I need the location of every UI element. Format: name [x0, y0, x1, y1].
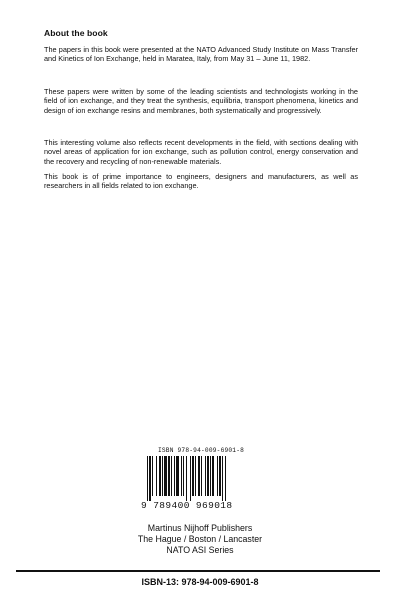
- barcode-bar: [171, 456, 172, 496]
- barcode-bar: [225, 456, 226, 501]
- barcode-bar: [176, 456, 179, 496]
- publisher-series: NATO ASI Series: [166, 545, 234, 555]
- barcode-digits: 9 789400 969018: [141, 500, 233, 511]
- barcode-bar: [147, 456, 148, 501]
- barcode-bar: [207, 456, 209, 496]
- barcode-bar: [174, 456, 175, 496]
- barcode: [141, 447, 261, 517]
- barcode-bar: [168, 456, 170, 496]
- barcode-bar: [164, 456, 167, 496]
- barcode-bar: [217, 456, 218, 496]
- barcode-bar: [222, 456, 223, 501]
- about-paragraph-1: The papers in this book were presented at the NATO Advanced Study Institute on Mass Transfer and Kinetics of Ion Exchange, held in Maratea, Italy, from May 31 – June 11, 1982.: [44, 45, 358, 64]
- about-paragraph-3: This interesting volume also reflects recent developments in the field, with sections dealing with novel areas of application for ion exchange, such as pollution control, energy conservation and the recovery and recycling of non-renewable materials.: [44, 138, 358, 166]
- barcode-bar: [210, 456, 211, 496]
- publisher-cities: The Hague / Boston / Lancaster: [137, 534, 263, 544]
- barcode-bar: [162, 456, 163, 496]
- about-paragraph-4: This book is of prime importance to engineers, designers and manufacturers, as well as researchers in all fields related to ion exchange.: [44, 172, 358, 191]
- barcode-bar: [186, 456, 187, 501]
- barcode-bar: [198, 456, 200, 496]
- barcode-bars: [147, 456, 257, 501]
- barcode-bar: [190, 456, 191, 501]
- barcode-bar: [181, 456, 182, 496]
- barcode-bar: [195, 456, 196, 496]
- barcode-isbn-label: ISBN 978-94-009-6901-8: [157, 447, 245, 454]
- barcode-bar: [219, 456, 221, 496]
- barcode-bar: [159, 456, 161, 496]
- footer-rule: [16, 570, 380, 572]
- footer-isbn: ISBN-13: 978-94-009-6901-8: [141, 577, 259, 587]
- barcode-bar: [205, 456, 206, 496]
- barcode-bar: [201, 456, 202, 496]
- about-heading: About the book: [44, 28, 108, 38]
- about-paragraph-2: These papers were written by some of the leading scientists and technologists working in the field of ion exchange, and they treat the synthesis, equilibria, transport phenomena, kinetics and design of ion exchange resins and membranes, both systematically and progressively.: [44, 87, 358, 115]
- barcode-bar: [183, 456, 184, 496]
- barcode-bar: [156, 456, 157, 496]
- publisher-name: Martinus Nijhoff Publishers: [147, 523, 253, 533]
- barcode-bar: [152, 456, 153, 496]
- barcode-bar: [212, 456, 214, 496]
- barcode-bar: [149, 456, 151, 501]
- barcode-bar: [192, 456, 194, 496]
